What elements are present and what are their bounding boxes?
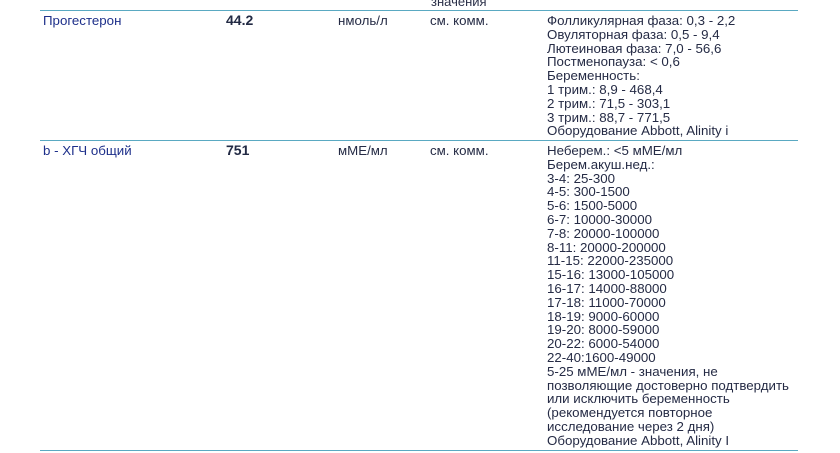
reference-line: Оборудование Abbott, Alinity I <box>547 432 730 448</box>
reference-line: исследование через 2 дня) <box>547 418 715 434</box>
reference-line: Берем.акуш.нед.: <box>547 156 655 172</box>
reference-line: позволяющие достоверно подтвердить <box>547 377 789 393</box>
reference-line: 5-6: 1500-5000 <box>547 198 638 214</box>
reference-line: Постменопауза: < 0,6 <box>547 54 680 70</box>
test-unit: мМЕ/мл <box>338 143 388 158</box>
divider-middle <box>40 140 798 141</box>
reference-range <box>547 144 807 448</box>
divider-top <box>40 10 798 11</box>
reference-range <box>547 14 807 138</box>
test-name: b - ХГЧ общий <box>43 143 132 158</box>
reference-line: 22-40:1600-49000 <box>547 349 656 365</box>
test-comment: см. комм. <box>430 143 489 158</box>
reference-line: 17-18: 11000-70000 <box>547 294 666 310</box>
reference-line: 7-8: 20000-100000 <box>547 225 660 241</box>
test-comment: см. комм. <box>430 13 489 28</box>
reference-line: Овуляторная фаза: 0,5 - 9,4 <box>547 26 720 42</box>
reference-line: 19-20: 8000-59000 <box>547 322 660 338</box>
reference-line: 20-22: 6000-54000 <box>547 336 660 352</box>
test-name: Прогестерон <box>43 13 122 28</box>
reference-line: 15-16: 13000-105000 <box>547 267 675 283</box>
reference-line: 18-19: 9000-60000 <box>547 308 660 324</box>
divider-bottom <box>40 450 798 451</box>
test-value: 751 <box>226 142 250 158</box>
reference-line: 11-15: 22000-235000 <box>547 253 674 269</box>
reference-line: Лютеиновая фаза: 7,0 - 56,6 <box>547 40 722 56</box>
test-value: 44.2 <box>226 12 254 28</box>
header-fragment: значения <box>431 0 487 9</box>
reference-line: Неберем.: <5 мМЕ/мл <box>547 143 683 158</box>
reference-line: Фолликулярная фаза: 0,3 - 2,2 <box>547 13 736 28</box>
reference-line: Беременность: <box>547 68 640 84</box>
reference-line: 8-11: 20000-200000 <box>547 239 666 255</box>
reference-line: (рекомендуется повторное <box>547 405 713 421</box>
test-unit: нмоль/л <box>338 13 388 28</box>
reference-line: 2 трим.: 71,5 - 303,1 <box>547 95 671 111</box>
reference-line: 4-5: 300-1500 <box>547 184 630 200</box>
reference-line: 3-4: 25-300 <box>547 170 616 186</box>
reference-line: 16-17: 14000-88000 <box>547 280 667 296</box>
reference-line: 5-25 мМЕ/мл - значения, не <box>547 363 718 379</box>
reference-line: Оборудование Abbott, Alinity i <box>547 123 729 139</box>
reference-line: или исключить беременность <box>547 391 730 407</box>
reference-line: 6-7: 10000-30000 <box>547 211 652 227</box>
reference-line: 1 трим.: 8,9 - 468,4 <box>547 81 663 97</box>
reference-line: 3 трим.: 88,7 - 771,5 <box>547 109 671 125</box>
